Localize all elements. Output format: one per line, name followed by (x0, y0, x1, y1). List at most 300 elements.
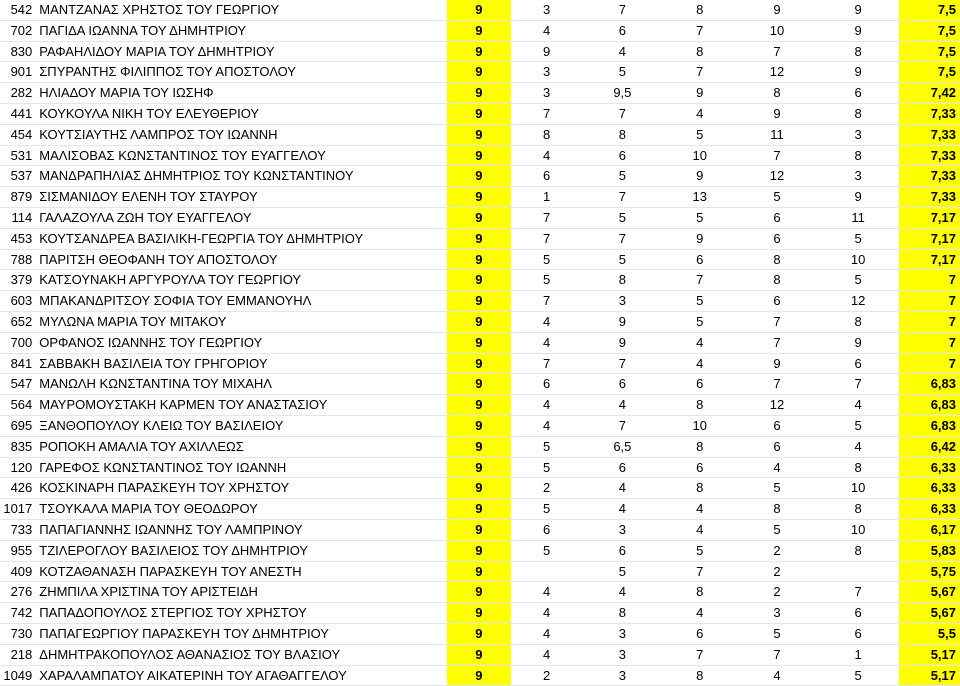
cell-grade-highlight: 9 (447, 20, 511, 41)
cell-score-2: 9 (582, 311, 662, 332)
cell-score-5: 5 (817, 270, 899, 291)
cell-id: 426 (0, 478, 36, 499)
cell-score-2: 5 (582, 249, 662, 270)
cell-name: ΣΙΣΜΑΝΙΔΟΥ ΕΛΕΝΗ ΤΟΥ ΣΤΑΥΡΟΥ (36, 187, 447, 208)
cell-score-5: 10 (817, 478, 899, 499)
table-row (0, 665, 960, 686)
cell-final-score: 7,5 (899, 20, 960, 41)
cell-final-score: 7,33 (899, 103, 960, 124)
cell-score-5: 10 (817, 249, 899, 270)
cell-score-5: 6 (817, 83, 899, 104)
cell-score-1: 4 (511, 582, 582, 603)
cell-name: ΜΠΑΚΑΝΔΡΙΤΣΟΥ ΣΟΦΙΑ ΤΟΥ ΕΜΜΑΝΟΥΗΛ (36, 291, 447, 312)
cell-score-2: 4 (582, 395, 662, 416)
cell-name: ΣΑΒΒΑΚΗ ΒΑΣΙΛΕΙΑ ΤΟΥ ΓΡΗΓΟΡΙΟΥ (36, 353, 447, 374)
cell-name: ΜΑΥΡΟΜΟΥΣΤΑΚΗ ΚΑΡΜΕΝ ΤΟΥ ΑΝΑΣΤΑΣΙΟΥ (36, 395, 447, 416)
cell-name: ΣΠΥΡΑΝΤΗΣ ΦΙΛΙΠΠΟΣ ΤΟΥ ΑΠΟΣΤΟΛΟΥ (36, 62, 447, 83)
cell-score-4: 12 (737, 166, 817, 187)
cell-name: ΔΗΜΗΤΡΑΚΟΠΟΥΛΟΣ ΑΘΑΝΑΣΙΟΣ ΤΟΥ ΒΛΑΣΙΟΥ (36, 644, 447, 665)
cell-id: 276 (0, 582, 36, 603)
cell-score-2: 7 (582, 187, 662, 208)
cell-id: 788 (0, 249, 36, 270)
cell-score-2: 7 (582, 0, 662, 20)
cell-grade-highlight: 9 (447, 457, 511, 478)
cell-score-4: 8 (737, 249, 817, 270)
cell-score-1: 4 (511, 20, 582, 41)
cell-score-1: 5 (511, 540, 582, 561)
cell-score-5: 8 (817, 499, 899, 520)
cell-final-score: 7 (899, 353, 960, 374)
cell-final-score: 7,5 (899, 41, 960, 62)
cell-name: ΤΣΟΥΚΑΛΑ ΜΑΡΙΑ ΤΟΥ ΘΕΟΔΩΡΟΥ (36, 499, 447, 520)
cell-score-2: 6 (582, 20, 662, 41)
cell-score-3: 6 (662, 457, 737, 478)
table-row (0, 62, 960, 83)
cell-grade-highlight: 9 (447, 166, 511, 187)
cell-grade-highlight: 9 (447, 415, 511, 436)
cell-score-5: 5 (817, 665, 899, 686)
cell-score-4: 2 (737, 540, 817, 561)
cell-id: 531 (0, 145, 36, 166)
cell-grade-highlight: 9 (447, 582, 511, 603)
cell-score-1: 4 (511, 623, 582, 644)
cell-grade-highlight: 9 (447, 270, 511, 291)
cell-score-5: 6 (817, 603, 899, 624)
cell-score-3: 10 (662, 415, 737, 436)
cell-final-score: 7,33 (899, 187, 960, 208)
table-row (0, 41, 960, 62)
cell-score-5: 8 (817, 540, 899, 561)
cell-id: 841 (0, 353, 36, 374)
cell-id: 1049 (0, 665, 36, 686)
cell-score-5: 4 (817, 395, 899, 416)
cell-id: 114 (0, 207, 36, 228)
cell-id: 879 (0, 187, 36, 208)
cell-score-4: 7 (737, 41, 817, 62)
cell-final-score: 7 (899, 291, 960, 312)
cell-score-1: 5 (511, 270, 582, 291)
table-row (0, 207, 960, 228)
cell-score-5: 9 (817, 20, 899, 41)
cell-score-4: 6 (737, 228, 817, 249)
cell-grade-highlight: 9 (447, 145, 511, 166)
cell-grade-highlight: 9 (447, 41, 511, 62)
cell-score-2: 4 (582, 499, 662, 520)
cell-score-4: 6 (737, 415, 817, 436)
cell-score-4: 10 (737, 20, 817, 41)
cell-final-score: 7,33 (899, 124, 960, 145)
cell-name: ΗΛΙΑΔΟΥ ΜΑΡΙΑ ΤΟΥ ΙΩΣΗΦ (36, 83, 447, 104)
cell-score-4: 6 (737, 291, 817, 312)
cell-id: 955 (0, 540, 36, 561)
cell-score-2: 5 (582, 166, 662, 187)
cell-final-score: 6,83 (899, 395, 960, 416)
cell-score-1: 6 (511, 519, 582, 540)
cell-score-3: 7 (662, 62, 737, 83)
cell-score-5: 1 (817, 644, 899, 665)
cell-score-1: 9 (511, 41, 582, 62)
cell-score-2: 3 (582, 623, 662, 644)
cell-final-score: 6,83 (899, 374, 960, 395)
cell-score-3: 9 (662, 83, 737, 104)
cell-grade-highlight: 9 (447, 124, 511, 145)
cell-grade-highlight: 9 (447, 540, 511, 561)
cell-score-4: 5 (737, 519, 817, 540)
cell-id: 547 (0, 374, 36, 395)
cell-score-5: 9 (817, 187, 899, 208)
cell-score-1: 4 (511, 603, 582, 624)
table-row (0, 228, 960, 249)
cell-score-5: 6 (817, 353, 899, 374)
cell-score-2: 6 (582, 457, 662, 478)
cell-score-4: 8 (737, 270, 817, 291)
cell-score-3: 4 (662, 103, 737, 124)
cell-final-score: 7,33 (899, 166, 960, 187)
cell-id: 652 (0, 311, 36, 332)
table-row (0, 540, 960, 561)
cell-score-2: 9,5 (582, 83, 662, 104)
cell-score-4: 9 (737, 353, 817, 374)
table-row (0, 623, 960, 644)
cell-score-4: 6 (737, 436, 817, 457)
cell-score-5: 6 (817, 623, 899, 644)
cell-score-1: 4 (511, 415, 582, 436)
cell-final-score: 6,17 (899, 519, 960, 540)
cell-score-2: 6,5 (582, 436, 662, 457)
cell-name: ΚΑΤΣΟΥΝΑΚΗ ΑΡΓΥΡΟΥΛΑ ΤΟΥ ΓΕΩΡΓΙΟΥ (36, 270, 447, 291)
cell-name: ΜΥΛΩΝΑ ΜΑΡΙΑ ΤΟΥ ΜΙΤΑΚΟΥ (36, 311, 447, 332)
cell-grade-highlight: 9 (447, 228, 511, 249)
cell-final-score: 7 (899, 332, 960, 353)
cell-score-4: 7 (737, 374, 817, 395)
cell-name: ΚΟΥΚΟΥΛΑ ΝΙΚΗ ΤΟΥ ΕΛΕΥΘΕΡΙΟΥ (36, 103, 447, 124)
table-row (0, 519, 960, 540)
cell-score-4: 9 (737, 0, 817, 20)
table-row (0, 0, 960, 20)
cell-id: 409 (0, 561, 36, 582)
cell-score-3: 9 (662, 166, 737, 187)
cell-score-3: 8 (662, 478, 737, 499)
cell-name: ΓΑΛΑΖΟΥΛΑ ΖΩΗ ΤΟΥ ΕΥΑΓΓΕΛΟΥ (36, 207, 447, 228)
cell-score-3: 5 (662, 311, 737, 332)
cell-final-score: 7 (899, 270, 960, 291)
cell-score-2: 8 (582, 603, 662, 624)
cell-name: ΞΑΝΘΟΠΟΥΛΟΥ ΚΛΕΙΩ ΤΟΥ ΒΑΣΙΛΕΙΟΥ (36, 415, 447, 436)
cell-score-3: 4 (662, 603, 737, 624)
cell-score-1: 7 (511, 103, 582, 124)
cell-score-2: 6 (582, 145, 662, 166)
cell-final-score: 6,33 (899, 499, 960, 520)
cell-name: ΚΟΥΤΣΑΝΔΡΕΑ ΒΑΣΙΛΙΚΗ-ΓΕΩΡΓΙΑ ΤΟΥ ΔΗΜΗΤΡΙΟΥ (36, 228, 447, 249)
cell-score-1: 3 (511, 62, 582, 83)
cell-final-score: 7,5 (899, 0, 960, 20)
cell-score-2: 4 (582, 41, 662, 62)
table-row (0, 187, 960, 208)
cell-final-score: 7,17 (899, 249, 960, 270)
cell-name: ΖΗΜΠΙΛΑ ΧΡΙΣΤΙΝΑ ΤΟΥ ΑΡΙΣΤΕΙΔΗ (36, 582, 447, 603)
cell-grade-highlight: 9 (447, 62, 511, 83)
cell-grade-highlight: 9 (447, 603, 511, 624)
cell-score-4: 3 (737, 603, 817, 624)
cell-score-3: 5 (662, 207, 737, 228)
cell-score-1: 4 (511, 145, 582, 166)
cell-grade-highlight: 9 (447, 499, 511, 520)
cell-score-3: 8 (662, 582, 737, 603)
cell-score-5: 3 (817, 124, 899, 145)
cell-score-2: 7 (582, 415, 662, 436)
cell-score-4: 2 (737, 561, 817, 582)
table-row (0, 478, 960, 499)
cell-id: 695 (0, 415, 36, 436)
cell-name: ΜΑΝΩΛΗ ΚΩΝΣΤΑΝΤΙΝΑ ΤΟΥ ΜΙΧΑΗΛ (36, 374, 447, 395)
cell-score-1 (511, 561, 582, 582)
cell-score-4: 9 (737, 103, 817, 124)
cell-grade-highlight: 9 (447, 207, 511, 228)
cell-score-1: 5 (511, 249, 582, 270)
cell-score-5: 5 (817, 415, 899, 436)
cell-final-score: 6,42 (899, 436, 960, 457)
cell-score-3: 4 (662, 332, 737, 353)
cell-final-score: 7 (899, 311, 960, 332)
cell-score-2: 8 (582, 124, 662, 145)
cell-id: 830 (0, 41, 36, 62)
cell-id: 733 (0, 519, 36, 540)
cell-score-3: 6 (662, 374, 737, 395)
cell-grade-highlight: 9 (447, 83, 511, 104)
table-row (0, 603, 960, 624)
cell-score-1: 5 (511, 499, 582, 520)
cell-final-score: 7,33 (899, 145, 960, 166)
cell-final-score: 6,33 (899, 457, 960, 478)
cell-grade-highlight: 9 (447, 623, 511, 644)
cell-score-1: 7 (511, 291, 582, 312)
cell-score-3: 8 (662, 41, 737, 62)
cell-score-2: 5 (582, 561, 662, 582)
cell-score-1: 6 (511, 166, 582, 187)
cell-name: ΜΑΝΤΖΑΝΑΣ ΧΡΗΣΤΟΣ ΤΟΥ ΓΕΩΡΓΙΟΥ (36, 0, 447, 20)
cell-id: 218 (0, 644, 36, 665)
cell-name: ΚΟΥΤΣΙΑΥΤΗΣ ΛΑΜΠΡΟΣ ΤΟΥ ΙΩΑΝΝΗ (36, 124, 447, 145)
cell-score-3: 7 (662, 644, 737, 665)
table-row (0, 457, 960, 478)
table-row (0, 291, 960, 312)
cell-grade-highlight: 9 (447, 519, 511, 540)
cell-score-3: 8 (662, 436, 737, 457)
cell-score-3: 5 (662, 540, 737, 561)
cell-id: 835 (0, 436, 36, 457)
cell-score-4: 5 (737, 478, 817, 499)
cell-score-1: 4 (511, 395, 582, 416)
cell-score-2: 6 (582, 540, 662, 561)
cell-score-5: 9 (817, 332, 899, 353)
cell-final-score: 5,17 (899, 665, 960, 686)
cell-score-5: 8 (817, 457, 899, 478)
cell-grade-highlight: 9 (447, 0, 511, 20)
cell-final-score: 7,5 (899, 62, 960, 83)
cell-final-score: 5,5 (899, 623, 960, 644)
cell-score-5 (817, 561, 899, 582)
cell-grade-highlight: 9 (447, 436, 511, 457)
cell-id: 537 (0, 166, 36, 187)
cell-name: ΡΑΦΑΗΛΙΔΟΥ ΜΑΡΙΑ ΤΟΥ ΔΗΜΗΤΡΙΟΥ (36, 41, 447, 62)
cell-score-5: 8 (817, 145, 899, 166)
cell-score-5: 5 (817, 228, 899, 249)
cell-score-4: 12 (737, 395, 817, 416)
cell-score-3: 13 (662, 187, 737, 208)
cell-score-1: 8 (511, 124, 582, 145)
table-row (0, 332, 960, 353)
cell-final-score: 5,67 (899, 582, 960, 603)
table-row (0, 415, 960, 436)
cell-final-score: 7,17 (899, 207, 960, 228)
cell-final-score: 5,17 (899, 644, 960, 665)
cell-score-1: 3 (511, 0, 582, 20)
cell-id: 441 (0, 103, 36, 124)
table-row (0, 582, 960, 603)
cell-final-score: 5,83 (899, 540, 960, 561)
table-row (0, 20, 960, 41)
table-row (0, 311, 960, 332)
cell-score-1: 5 (511, 457, 582, 478)
table-row (0, 124, 960, 145)
cell-score-5: 8 (817, 41, 899, 62)
cell-id: 603 (0, 291, 36, 312)
cell-score-1: 6 (511, 374, 582, 395)
cell-grade-highlight: 9 (447, 665, 511, 686)
table-row (0, 83, 960, 104)
cell-grade-highlight: 9 (447, 291, 511, 312)
cell-score-2: 7 (582, 353, 662, 374)
cell-id: 730 (0, 623, 36, 644)
cell-score-3: 6 (662, 623, 737, 644)
cell-grade-highlight: 9 (447, 249, 511, 270)
cell-score-5: 11 (817, 207, 899, 228)
cell-name: ΜΑΛΙΣΟΒΑΣ ΚΩΝΣΤΑΝΤΙΝΟΣ ΤΟΥ ΕΥΑΓΓΕΛΟΥ (36, 145, 447, 166)
cell-score-1: 4 (511, 644, 582, 665)
table-row (0, 374, 960, 395)
cell-score-2: 3 (582, 519, 662, 540)
cell-score-3: 8 (662, 665, 737, 686)
cell-score-1: 7 (511, 228, 582, 249)
cell-score-4: 5 (737, 623, 817, 644)
cell-grade-highlight: 9 (447, 353, 511, 374)
cell-score-1: 1 (511, 187, 582, 208)
cell-score-2: 4 (582, 478, 662, 499)
cell-score-4: 4 (737, 457, 817, 478)
cell-id: 454 (0, 124, 36, 145)
cell-score-1: 7 (511, 353, 582, 374)
cell-score-4: 2 (737, 582, 817, 603)
cell-name: ΤΖΙΛΕΡΟΓΛΟΥ ΒΑΣΙΛΕΙΟΣ ΤΟΥ ΔΗΜΗΤΡΙΟΥ (36, 540, 447, 561)
cell-score-4: 6 (737, 207, 817, 228)
cell-score-5: 8 (817, 103, 899, 124)
cell-grade-highlight: 9 (447, 395, 511, 416)
cell-score-3: 8 (662, 395, 737, 416)
cell-score-3: 9 (662, 228, 737, 249)
table-row (0, 644, 960, 665)
table-row (0, 270, 960, 291)
cell-name: ΠΑΠΑΔΟΠΟΥΛΟΣ ΣΤΕΡΓΙΟΣ ΤΟΥ ΧΡΗΣΤΟΥ (36, 603, 447, 624)
cell-score-3: 4 (662, 519, 737, 540)
cell-grade-highlight: 9 (447, 332, 511, 353)
cell-id: 742 (0, 603, 36, 624)
cell-name: ΠΑΠΑΓΙΑΝΝΗΣ ΙΩΑΝΝΗΣ ΤΟΥ ΛΑΜΠΡΙΝΟΥ (36, 519, 447, 540)
cell-grade-highlight: 9 (447, 103, 511, 124)
cell-final-score: 5,75 (899, 561, 960, 582)
cell-id: 282 (0, 83, 36, 104)
cell-name: ΧΑΡΑΛΑΜΠΑΤΟΥ ΑΙΚΑΤΕΡΙΝΗ ΤΟΥ ΑΓΑΘΑΓΓΕΛΟΥ (36, 665, 447, 686)
cell-name: ΠΑΡΙΤΣΗ ΘΕΟΦΑΝΗ ΤΟΥ ΑΠΟΣΤΟΛΟΥ (36, 249, 447, 270)
cell-score-2: 6 (582, 374, 662, 395)
cell-score-1: 4 (511, 311, 582, 332)
cell-name: ΠΑΠΑΓΕΩΡΓΙΟΥ ΠΑΡΑΣΚΕΥΗ ΤΟΥ ΔΗΜΗΤΡΙΟΥ (36, 623, 447, 644)
cell-score-2: 7 (582, 103, 662, 124)
cell-id: 564 (0, 395, 36, 416)
cell-score-4: 7 (737, 644, 817, 665)
cell-final-score: 6,83 (899, 415, 960, 436)
cell-final-score: 7,17 (899, 228, 960, 249)
table-row (0, 499, 960, 520)
cell-score-2: 5 (582, 207, 662, 228)
cell-score-3: 4 (662, 353, 737, 374)
cell-id: 700 (0, 332, 36, 353)
cell-score-2: 3 (582, 291, 662, 312)
table-row (0, 103, 960, 124)
cell-name: ΚΟΤΖΑΘΑΝΑΣΗ ΠΑΡΑΣΚΕΥΗ ΤΟΥ ΑΝΕΣΤΗ (36, 561, 447, 582)
cell-score-4: 12 (737, 62, 817, 83)
cell-score-2: 3 (582, 644, 662, 665)
cell-score-5: 7 (817, 582, 899, 603)
cell-id: 1017 (0, 499, 36, 520)
cell-id: 453 (0, 228, 36, 249)
cell-score-4: 7 (737, 332, 817, 353)
cell-score-5: 10 (817, 519, 899, 540)
cell-score-2: 7 (582, 228, 662, 249)
cell-score-2: 3 (582, 665, 662, 686)
cell-score-4: 4 (737, 665, 817, 686)
cell-score-5: 4 (817, 436, 899, 457)
cell-score-4: 5 (737, 187, 817, 208)
cell-score-3: 6 (662, 249, 737, 270)
cell-grade-highlight: 9 (447, 374, 511, 395)
cell-grade-highlight: 9 (447, 478, 511, 499)
cell-score-3: 5 (662, 124, 737, 145)
cell-score-1: 4 (511, 332, 582, 353)
cell-score-3: 5 (662, 291, 737, 312)
cell-score-5: 8 (817, 311, 899, 332)
cell-score-1: 5 (511, 436, 582, 457)
cell-score-5: 9 (817, 62, 899, 83)
cell-score-4: 7 (737, 311, 817, 332)
cell-id: 120 (0, 457, 36, 478)
cell-name: ΟΡΦΑΝΟΣ ΙΩΑΝΝΗΣ ΤΟΥ ΓΕΩΡΓΙΟΥ (36, 332, 447, 353)
cell-score-3: 7 (662, 20, 737, 41)
cell-grade-highlight: 9 (447, 561, 511, 582)
cell-score-2: 9 (582, 332, 662, 353)
table-row (0, 249, 960, 270)
cell-name: ΠΑΓΙΔΑ ΙΩΑΝΝΑ ΤΟΥ ΔΗΜΗΤΡΙΟΥ (36, 20, 447, 41)
cell-score-5: 7 (817, 374, 899, 395)
cell-id: 542 (0, 0, 36, 20)
table-row (0, 145, 960, 166)
cell-score-4: 7 (737, 145, 817, 166)
cell-final-score: 7,42 (899, 83, 960, 104)
cell-name: ΡΟΠΟΚΗ ΑΜΑΛΙΑ ΤΟΥ ΑΧΙΛΛΕΩΣ (36, 436, 447, 457)
cell-id: 901 (0, 62, 36, 83)
cell-name: ΚΟΣΚΙΝΑΡΗ ΠΑΡΑΣΚΕΥΗ ΤΟΥ ΧΡΗΣΤΟΥ (36, 478, 447, 499)
cell-score-1: 3 (511, 83, 582, 104)
cell-score-4: 8 (737, 83, 817, 104)
